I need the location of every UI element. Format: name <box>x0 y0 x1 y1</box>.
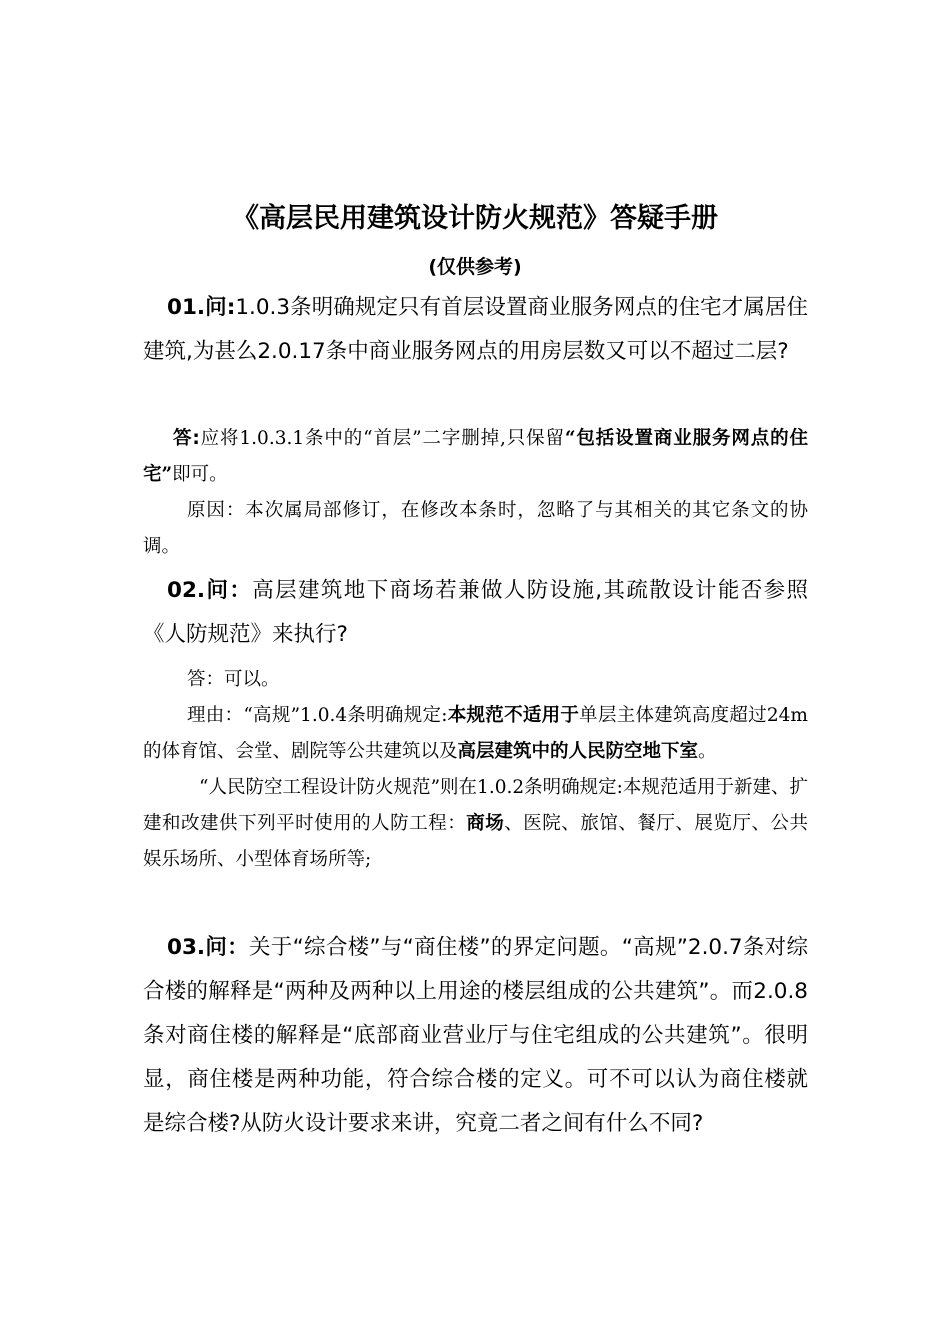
answer-2-paragraph-2-prefix: “人民防空工程设计防火规范”则在1.0.2条明确规定:本规范适用于新建、扩建和改建供下列平时使用的人防工程： <box>143 777 808 834</box>
answer-2-reason-bold1: 本规范不适用于 <box>447 705 580 726</box>
question-3-label: 03.问： <box>167 935 249 960</box>
answer-1-bold: “包括设置商业服务网点的住宅” <box>143 428 808 485</box>
answer-2-reason-end: 。 <box>698 741 717 762</box>
question-3-text: 关于“综合楼”与“商住楼”的界定问题。“高规”2.0.7条对综合楼的解释是“两种及两种以上用途的楼层组成的公共建筑”。而2.0.8条对商住楼的解释是“底部商业营业厅与住宅组成的公共建筑”。很明显，商住楼是两种功能，符合综合楼的定义。可不可以认为商住楼就是综合楼?从防火设计要求来讲，究竟二者之间有什么不同? <box>143 935 808 1136</box>
document-subtitle: (仅供参考) <box>428 256 522 278</box>
question-1-label: 01.问: <box>167 295 236 320</box>
answer-1-tail: 即可。 <box>172 464 228 485</box>
question-2-block <box>143 569 808 657</box>
answer-1-label: 答: <box>173 428 200 449</box>
question-3-block <box>143 926 808 1146</box>
question-2-label: 02.问： <box>167 578 253 603</box>
answer-1-block <box>143 421 808 565</box>
question-1 <box>143 286 808 374</box>
answer-1-reason: 原因：本次属局部修订，在修改本条时，忽略了与其相关的其它条文的协调。 <box>143 500 808 557</box>
question-1-text: 1.0.3条明确规定只有首层设置商业服务网点的住宅才属居住建筑,为甚么2.0.17条中商业服务网点的用房层数又可以不超过二层? <box>143 295 808 364</box>
answer-2-reason-prefix: 理由：“高规”1.0.4条明确规定: <box>187 705 448 726</box>
answer-1-text: 应将1.0.3.1条中的“首层”二字删掉,只保留 <box>199 428 565 449</box>
answer-2-paragraph-2 <box>143 770 808 878</box>
answer-2-reason-mid: 单层主体建筑高度超过24m的体育馆、会堂、剧院等公共建筑以及 <box>143 705 808 762</box>
question-2 <box>143 569 808 657</box>
answer-2: 答：可以。 <box>187 669 280 690</box>
question-1-block <box>143 286 808 374</box>
answer-2-paragraph-2-bold: 商场 <box>466 813 505 834</box>
answer-1 <box>143 421 808 493</box>
document-title: 《高层民用建筑设计防火规范》答疑手册 <box>232 203 718 234</box>
answer-2-reason <box>143 698 808 770</box>
question-2-text: 高层建筑地下商场若兼做人防设施,其疏散设计能否参照《人防规范》来执行? <box>143 578 808 647</box>
answer-2-reason-bold2: 高层建筑中的人民防空地下室 <box>457 741 699 762</box>
question-3 <box>143 926 808 1146</box>
answer-2-block <box>143 662 808 878</box>
answer-2-paragraph-2-tail: 、医院、旅馆、餐厅、展览厅、公共娱乐场所、小型体育场所等; <box>143 813 808 870</box>
